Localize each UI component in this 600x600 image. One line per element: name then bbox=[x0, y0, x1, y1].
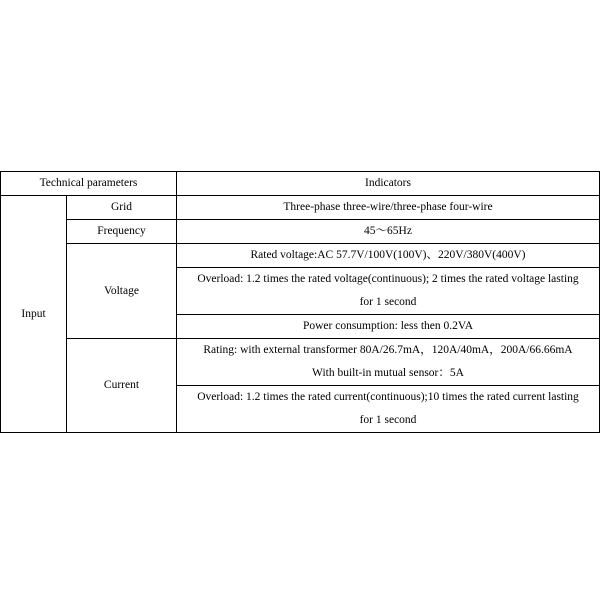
current-overload-line2: for 1 second bbox=[359, 414, 417, 426]
current-overload-line1: Overload: 1.2 times the rated current(continuous);10 times the rated current lasting bbox=[197, 391, 579, 403]
param-grid-value: Three-phase three-wire/three-phase four-wire bbox=[177, 196, 600, 220]
header-technical-parameters: Technical parameters bbox=[1, 172, 177, 196]
voltage-power-value: Power consumption: less then 0.2VA bbox=[177, 315, 600, 339]
current-rating-cell bbox=[177, 339, 600, 386]
table-row-current-rating bbox=[1, 339, 600, 386]
technical-parameters-table bbox=[0, 171, 600, 196]
param-frequency-label: Frequency bbox=[67, 220, 177, 244]
param-voltage-label: Voltage bbox=[67, 244, 177, 339]
voltage-rated-value: Rated voltage:AC 57.7V/100V(100V)、220V/380V(400V) bbox=[177, 244, 600, 268]
param-frequency-value: 45～65Hz bbox=[177, 220, 600, 244]
table-row-grid bbox=[1, 196, 600, 220]
voltage-overload-cell bbox=[177, 268, 600, 315]
table-row-frequency bbox=[1, 220, 600, 244]
group-input-label: Input bbox=[1, 196, 67, 433]
current-rating-line1: Rating: with external transformer 80A/26.7mA，120A/40mA，200A/66.66mA bbox=[203, 344, 573, 356]
current-overload-cell bbox=[177, 386, 600, 433]
param-current-label: Current bbox=[67, 339, 177, 433]
table-header-row bbox=[1, 172, 600, 196]
voltage-overload-line2: for 1 second bbox=[359, 296, 417, 308]
current-rating-line2: With built-in mutual sensor：5A bbox=[312, 367, 464, 379]
header-indicators: Indicators bbox=[177, 172, 600, 196]
technical-parameters-body bbox=[0, 195, 600, 433]
voltage-overload-line1: Overload: 1.2 times the rated voltage(continuous); 2 times the rated voltage lasting bbox=[197, 273, 579, 285]
table-row-voltage-rated bbox=[1, 244, 600, 268]
param-grid-label: Grid bbox=[67, 196, 177, 220]
